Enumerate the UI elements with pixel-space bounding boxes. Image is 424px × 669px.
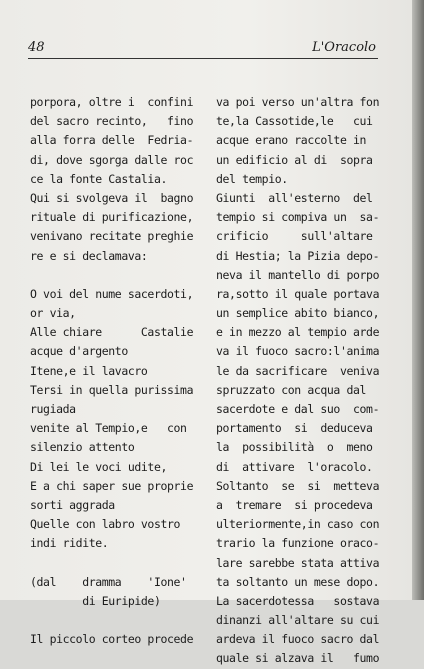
left-column-text-line: rituale di purificazione, bbox=[30, 210, 194, 225]
right-text-column bbox=[216, 93, 378, 669]
right-column-text-line: acque erano raccolte in bbox=[216, 133, 367, 148]
left-column-text-line: O voi del nume sacerdoti, bbox=[30, 286, 194, 301]
right-column-text-line: di attivare l'oracolo. bbox=[216, 459, 373, 474]
right-column-text-line: di Hestia; la Pizia depo- bbox=[216, 248, 380, 263]
right-column-text-line: spruzzato con acqua dal bbox=[216, 382, 367, 397]
right-column-text-line: un semplice abito bianco, bbox=[216, 306, 380, 321]
left-text-column bbox=[30, 93, 196, 649]
left-column-text-line: Quelle con labro vostro bbox=[30, 517, 181, 532]
left-column-text-line: (dal dramma 'Ione' bbox=[30, 574, 187, 589]
left-column-text-line: venivano recitate preghie bbox=[30, 229, 194, 244]
right-column-text-line: ta soltanto un mese dopo. bbox=[216, 574, 380, 589]
left-column-text-line: Alle chiare Castalie bbox=[30, 325, 194, 340]
left-column-text-line: Tersi in quella purissima bbox=[30, 382, 194, 397]
left-column-text-line: Di lei le voci udite, bbox=[30, 459, 167, 474]
left-column-blank-line bbox=[30, 611, 196, 630]
left-column-text-line: acque d'argento bbox=[30, 344, 128, 359]
right-column-text-line: ra,sotto il quale portava bbox=[216, 286, 380, 301]
running-title: L'Oracolo bbox=[312, 40, 376, 55]
left-column-text-line: silenzio attento bbox=[30, 440, 135, 455]
header-rule bbox=[28, 58, 378, 59]
left-column-text-line: indi ridite. bbox=[30, 536, 109, 551]
right-column-text-line: te,la Cassotide,le cui bbox=[216, 114, 373, 129]
left-column-text-line: Qui si svolgeva il bagno bbox=[30, 190, 194, 205]
right-column-text-line: va il fuoco sacro:l'anima bbox=[216, 344, 380, 359]
left-column-text-line: alla forra delle Fedria- bbox=[30, 133, 194, 148]
right-column-text-line: crificio sull'altare bbox=[216, 229, 373, 244]
right-column-text-line: La sacerdotessa sostava bbox=[216, 593, 380, 608]
right-column-text-line: neva il mantello di porpo bbox=[216, 267, 380, 282]
left-column-text-line: sorti aggrada bbox=[30, 497, 115, 512]
right-column-text-line: va poi verso un'altra fon bbox=[216, 95, 380, 109]
left-column-text-line: Itene,e il lavacro bbox=[30, 363, 148, 378]
left-column-text-line: rugiada bbox=[30, 402, 76, 416]
left-column-text-line: or via, bbox=[30, 306, 76, 321]
left-column-text-line: porpora, oltre i confini bbox=[30, 95, 194, 109]
left-column-text-line: di, dove sgorga dalle roc bbox=[30, 152, 194, 167]
right-column-text-line: quale si alzava il fumo bbox=[216, 651, 380, 666]
right-column-text-line: dinanzi all'altare su cui bbox=[216, 613, 380, 628]
right-column-text-line: portamento si deduceva bbox=[216, 421, 373, 436]
page-edge-shadow bbox=[412, 0, 424, 600]
page-number: 48 bbox=[28, 40, 45, 55]
right-column-text-line: a tremare si procedeva bbox=[216, 497, 373, 512]
right-column-text-line: ulteriormente,in caso con bbox=[216, 517, 380, 532]
right-column-text-line: le da sacrificare veniva bbox=[216, 363, 380, 378]
left-column-text-line: del sacro recinto, fino bbox=[30, 114, 194, 129]
right-column-text-line: Soltanto se si metteva bbox=[216, 478, 380, 493]
right-column-text-line: tempio si compiva un sa- bbox=[216, 210, 380, 225]
right-column-text-line: Giunti all'esterno del bbox=[216, 190, 373, 205]
right-column-text-line: sacerdote e dal suo com- bbox=[216, 402, 380, 416]
left-column-blank-line bbox=[30, 554, 196, 573]
right-column-text-line: ardeva il fuoco sacro dal bbox=[216, 632, 380, 647]
right-column-text-line: la possibilità o meno bbox=[216, 440, 373, 455]
right-column-text-line: un edificio al di sopra bbox=[216, 152, 373, 167]
left-column-text-line: di Euripide) bbox=[30, 593, 161, 608]
right-column-text-line: trario la funzione oraco- bbox=[216, 536, 380, 551]
left-column-text-line: venite al Tempio,e con bbox=[30, 421, 187, 436]
right-column-text-line: e in mezzo al tempio arde bbox=[216, 325, 380, 340]
left-column-text-line: Il piccolo corteo procede bbox=[30, 632, 194, 647]
left-column-text-line: re e si declamava: bbox=[30, 248, 148, 263]
right-column-text-line: del tempio. bbox=[216, 171, 288, 186]
left-column-text-line: E a chi saper sue proprie bbox=[30, 478, 194, 493]
right-column-text-line: lare sarebbe stata attiva bbox=[216, 555, 380, 570]
running-header bbox=[28, 40, 376, 56]
left-column-blank-line bbox=[30, 266, 196, 285]
left-column-text-line: ce la fonte Castalia. bbox=[30, 171, 167, 186]
